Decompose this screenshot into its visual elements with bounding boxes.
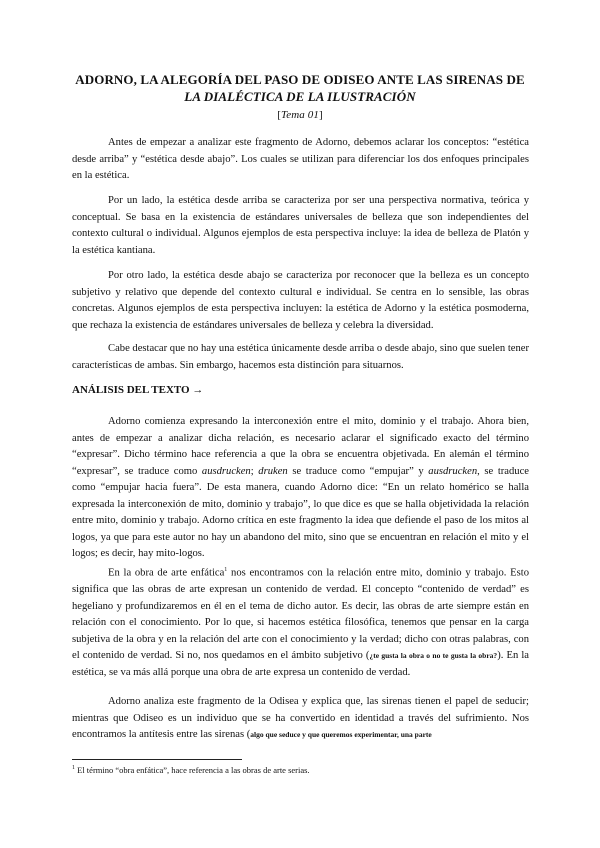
paragraph-estetica-abajo: Por otro lado, la estética desde abajo se caracteriza por reconocer que la belleza es un concepto subjetivo y relativo que depende del contexto cultural e individual. Se centra en lo sensible, las obras concretas. Algunos ejemplos de esta perspectiva incluyen: la estética de Adorno y la estética posmoderna, que rechaza la existencia de estándares universales de belleza y celebra la diversidad. (72, 270, 529, 331)
tema-text: Tema 01 (281, 109, 319, 121)
tema-label (60, 107, 540, 123)
inline-aside-2: algo que seduce y que queremos experimentar, una parte (250, 730, 432, 739)
tema-open-bracket: [ (277, 109, 282, 121)
term-ausdrucken: ausdrucken (201, 465, 251, 477)
paragraph-distincion: Cabe destacar que no hay una estética únicamente desde arriba o desde abajo, sino que suelen tener características de ambas. Sin embargo, hacemos esta distinción para situarnos. (72, 343, 529, 371)
term-druken: druken (258, 465, 288, 477)
tema-close-bracket: ] (318, 109, 323, 121)
footnote-divider (72, 759, 242, 760)
term-ausdrucken-2: ausdrucken (428, 465, 478, 477)
section-heading: ANÁLISIS DEL TEXTO → (72, 384, 204, 396)
footnote (72, 765, 310, 775)
footnote-number: 1 (72, 765, 75, 772)
title-line-2: LA DIALÉCTICA DE LA ILUSTRACIÓN (184, 89, 416, 104)
paragraph-analysis-3: Adorno analiza este fragmento de la Odisea y explica que, las sirenas tienen el papel de seducir; mientras que Odiseo es un individuo que se ha convertido en identidad a través del sufrimiento. Nos encontramos la antítesis entre las sirenas (algo que seduce y que queremos experimentar, una parte (72, 696, 529, 740)
paragraph-analysis-2: En la obra de arte enfática$^1$ nos encontramos con la relación entre mito, dominio y trabajo. Esto significa que las obras de arte expresan un contenido de verdad. El concepto “contenido de verdad” es hegeliano y profundizaremos en él en el tema de dicho autor. Es decir, las obras de arte siempre están en relación con el conocimiento. Por lo que, si hacemos estética filosófica, tenemos que pensar en la carga subjetiva de la obra y en la relación del arte con el conocimiento y la verdad; dicho con otras palabras, con el contenido de verdad. Si no, nos quedamos en el ámbito subjetivo (¿te gusta la obra o no te gusta la obra?). En la estética, se va más allá porque una obra de arte expresa un contenido de verdad. (72, 567, 530, 678)
footnote-text: El término “obra enfática”, hace referencia a las obras de arte serias. (75, 765, 310, 775)
paragraph-analysis-1: Adorno comienza expresando la interconexión entre el mito, dominio y el trabajo. Ahora bien, antes de empezar a analizar dicha relación, es necesario aclarar el significado exacto del término “expresar”. Dicho término hace referencia a que la obra se encuentra objetivada. En alemán el término “expresar”, se traduce como ausdrucken; druken se traduce como “empujar” y ausdrucken, se traduce como “empujar hacia fuera”. De esta manera, cuando Adorno dice: “En un relato homérico se halla expresada la interconexión de mito, dominio y trabajo”, lo que dice es que se halla objetividada la relación entre mito, dominio y trabajo. Adorno crítica en este fragmento la idea que defiende el paso de los mitos al logos, ya que para este autor no hay un abandono del mito, sino que se encuentran en relación el mito y el logos; es decir, hay mito-logos. (72, 416, 529, 559)
paragraph-intro: Antes de empezar a analizar este fragmento de Adorno, debemos aclarar los conceptos: “estética desde arriba” y “estética desde abajo”. Los cuales se utilizan para diferenciar los dos enfoques principales en la estética. (72, 137, 529, 181)
inline-aside: ¿te gusta la obra o no te gusta la obra? (369, 651, 498, 661)
footnote-reference[interactable]: 1 (224, 567, 228, 573)
paragraph-estetica-arriba: Por un lado, la estética desde arriba se caracteriza por ser una perspectiva normativa, teórica y conceptual. Se basa en la existencia de estándares universales de belleza que son independientes del contexto cultural o individual. Algunos ejemplos de esta perspectiva incluye: la idea de belleza de Platón y la estética kantiana. (72, 195, 529, 256)
title-line-1: ADORNO, LA ALEGORÍA DEL PASO DE ODISEO ANTE LAS SIRENAS DE (75, 72, 525, 87)
